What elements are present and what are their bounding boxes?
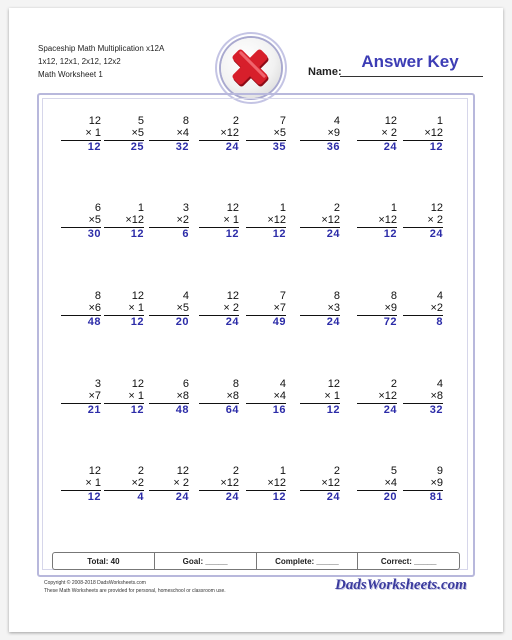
multiplier: ×8 xyxy=(430,390,443,402)
answer-value: 24 xyxy=(326,316,340,328)
multiplication-problem xyxy=(357,202,397,241)
multiplier: ×4 xyxy=(176,127,189,139)
multiplicand: 2 xyxy=(390,378,397,390)
multiplication-problem xyxy=(300,115,340,154)
name-line xyxy=(340,76,483,77)
multiplicand: 8 xyxy=(390,290,397,302)
multiplier: ×4 xyxy=(273,390,286,402)
answer-value: 12 xyxy=(383,228,397,240)
multiplicand: 12 xyxy=(176,465,189,477)
multiplicand: 2 xyxy=(333,202,340,214)
answer-value: 6 xyxy=(182,228,189,240)
multiplicand: 12 xyxy=(226,202,239,214)
red-x-icon xyxy=(221,38,281,98)
multiplicand: 6 xyxy=(94,202,101,214)
multiplication-problem xyxy=(246,202,286,241)
multiplication-problem xyxy=(357,465,397,504)
answer-value: 12 xyxy=(87,141,101,153)
multiplication-problem xyxy=(199,290,239,329)
answer-value: 12 xyxy=(326,404,340,416)
multiplicand: 7 xyxy=(279,290,286,302)
multiplier: ×6 xyxy=(88,302,101,314)
name-label: Name: xyxy=(308,66,342,78)
score-footer xyxy=(52,552,460,570)
answer-value: 36 xyxy=(326,141,340,153)
multiplication-problem xyxy=(357,378,397,417)
answer-value: 24 xyxy=(225,141,239,153)
worksheet-title: Spaceship Math Multiplication x12A xyxy=(38,44,165,53)
multiplication-problem xyxy=(149,115,189,154)
answer-value: 25 xyxy=(130,141,144,153)
multiplicand: 1 xyxy=(279,202,286,214)
answer-value: 48 xyxy=(87,316,101,328)
multiplier: ×2 xyxy=(430,302,443,314)
multiplication-problem xyxy=(300,378,340,417)
multiplication-problem xyxy=(61,115,101,154)
multiplier: × 1 xyxy=(324,390,340,402)
answer-value: 24 xyxy=(383,404,397,416)
answer-value: 35 xyxy=(272,141,286,153)
multiplier: × 1 xyxy=(223,214,239,226)
answer-value: 12 xyxy=(130,316,144,328)
answer-value: 24 xyxy=(429,228,443,240)
multiplier: × 1 xyxy=(128,302,144,314)
worksheet-number: Math Worksheet 1 xyxy=(38,70,103,79)
multiplication-problem xyxy=(61,465,101,504)
multiplicand: 5 xyxy=(137,115,144,127)
multiplier: ×12 xyxy=(378,214,397,226)
multiplicand: 12 xyxy=(131,290,144,302)
answer-value: 12 xyxy=(429,141,443,153)
answer-value: 21 xyxy=(87,404,101,416)
answer-key-label: Answer Key xyxy=(361,52,459,71)
multiplier: ×7 xyxy=(273,302,286,314)
multiplier: ×5 xyxy=(273,127,286,139)
answer-value: 24 xyxy=(175,491,189,503)
multiplier: ×9 xyxy=(327,127,340,139)
multiplication-problem xyxy=(61,202,101,241)
multiplier: ×8 xyxy=(226,390,239,402)
answer-value: 30 xyxy=(87,228,101,240)
multiplication-problem xyxy=(104,465,144,504)
multiplier: ×5 xyxy=(131,127,144,139)
multiplication-problem xyxy=(403,290,443,329)
multiplication-problem xyxy=(199,115,239,154)
multiplication-problem xyxy=(104,378,144,417)
multiplication-problem xyxy=(357,115,397,154)
multiplication-problem xyxy=(300,465,340,504)
multiplication-problem xyxy=(149,378,189,417)
multiplicand: 4 xyxy=(436,378,443,390)
multiplication-problem xyxy=(61,290,101,329)
answer-value: 81 xyxy=(429,491,443,503)
answer-value: 24 xyxy=(326,491,340,503)
multiplier: ×2 xyxy=(131,477,144,489)
total-field: Total: 40 xyxy=(87,556,120,566)
answer-value: 64 xyxy=(225,404,239,416)
multiplicand: 4 xyxy=(333,115,340,127)
multiplicand: 4 xyxy=(279,378,286,390)
multiplier: ×2 xyxy=(176,214,189,226)
multiplicand: 8 xyxy=(94,290,101,302)
multiplicand: 1 xyxy=(279,465,286,477)
multiplier: × 2 xyxy=(427,214,443,226)
multiplicand: 12 xyxy=(430,202,443,214)
answer-value: 48 xyxy=(175,404,189,416)
multiplicand: 8 xyxy=(333,290,340,302)
answer-value: 12 xyxy=(272,491,286,503)
multiplication-problem xyxy=(199,378,239,417)
multiplicand: 1 xyxy=(390,202,397,214)
answer-value: 72 xyxy=(383,316,397,328)
multiplier: ×3 xyxy=(327,302,340,314)
multiplicand: 2 xyxy=(137,465,144,477)
multiplicand: 12 xyxy=(88,465,101,477)
multiplicand: 4 xyxy=(182,290,189,302)
multiplicand: 5 xyxy=(390,465,397,477)
multiplicand: 12 xyxy=(384,115,397,127)
multiplicand: 1 xyxy=(137,202,144,214)
multiplication-problem xyxy=(104,202,144,241)
multiplication-problem xyxy=(246,115,286,154)
answer-value: 24 xyxy=(383,141,397,153)
multiplication-problem xyxy=(246,378,286,417)
multiplier: ×12 xyxy=(378,390,397,402)
multiplier: ×4 xyxy=(384,477,397,489)
correct-field: Correct: _____ xyxy=(357,553,459,569)
usage-line: These Math Worksheets are provided for personal, homeschool or classroom use. xyxy=(44,588,226,594)
multiplication-problem xyxy=(104,290,144,329)
answer-value: 12 xyxy=(87,491,101,503)
multiplier: ×12 xyxy=(267,214,286,226)
multiplier: ×12 xyxy=(424,127,443,139)
multiplication-problem xyxy=(403,115,443,154)
multiplier: × 2 xyxy=(223,302,239,314)
multiplicand: 2 xyxy=(232,465,239,477)
multiplicand: 12 xyxy=(88,115,101,127)
multiplier: × 1 xyxy=(85,127,101,139)
answer-value: 24 xyxy=(326,228,340,240)
copyright-line: Copyright © 2008-2018 DadsWorksheets.com xyxy=(44,580,146,586)
multiplicand: 8 xyxy=(182,115,189,127)
answer-value: 24 xyxy=(225,491,239,503)
answer-value: 20 xyxy=(175,316,189,328)
multiplication-problem xyxy=(61,378,101,417)
answer-value: 12 xyxy=(225,228,239,240)
multiplicand: 12 xyxy=(226,290,239,302)
answer-value: 8 xyxy=(436,316,443,328)
multiplier: × 2 xyxy=(381,127,397,139)
complete-field: Complete: _____ xyxy=(256,553,358,569)
answer-value: 16 xyxy=(272,404,286,416)
multiplication-problem xyxy=(300,202,340,241)
goal-field: Goal: _____ xyxy=(154,553,256,569)
answer-value: 32 xyxy=(175,141,189,153)
multiplication-problem xyxy=(246,290,286,329)
multiplication-problem xyxy=(357,290,397,329)
multiplier: × 1 xyxy=(128,390,144,402)
multiplicand: 2 xyxy=(232,115,239,127)
multiplicand: 1 xyxy=(436,115,443,127)
multiplicand: 3 xyxy=(182,202,189,214)
multiplicand: 4 xyxy=(436,290,443,302)
multiplication-problem xyxy=(149,465,189,504)
multiplier: ×5 xyxy=(88,214,101,226)
answer-value: 4 xyxy=(137,491,144,503)
multiplication-problem xyxy=(149,202,189,241)
multiplier: ×9 xyxy=(430,477,443,489)
multiplier: ×12 xyxy=(321,214,340,226)
multiplication-problem xyxy=(300,290,340,329)
multiplicand: 8 xyxy=(232,378,239,390)
multiplier: ×12 xyxy=(220,127,239,139)
brand-logo: DadsWorksheets.com xyxy=(335,577,467,593)
worksheet-subtitle: 1x12, 12x1, 2x12, 12x2 xyxy=(38,57,121,66)
answer-value: 24 xyxy=(225,316,239,328)
multiplier: ×7 xyxy=(88,390,101,402)
multiplier: × 1 xyxy=(85,477,101,489)
multiplier: ×12 xyxy=(220,477,239,489)
multiplier: ×9 xyxy=(384,302,397,314)
answer-value: 12 xyxy=(130,228,144,240)
multiplication-problem xyxy=(199,202,239,241)
answer-value: 12 xyxy=(272,228,286,240)
multiplier: ×5 xyxy=(176,302,189,314)
multiplicand: 12 xyxy=(131,378,144,390)
multiplier: ×12 xyxy=(125,214,144,226)
multiplication-problem xyxy=(104,115,144,154)
multiplication-problem xyxy=(199,465,239,504)
multiplication-problem xyxy=(246,465,286,504)
answer-value: 20 xyxy=(383,491,397,503)
answer-value: 32 xyxy=(429,404,443,416)
multiplication-problem xyxy=(403,202,443,241)
multiplication-problem xyxy=(149,290,189,329)
multiplier: ×12 xyxy=(267,477,286,489)
multiplier: ×8 xyxy=(176,390,189,402)
multiplicand: 2 xyxy=(333,465,340,477)
multiplication-problem xyxy=(403,378,443,417)
multiplicand: 7 xyxy=(279,115,286,127)
answer-value: 12 xyxy=(130,404,144,416)
multiplication-problem xyxy=(403,465,443,504)
multiplicand: 9 xyxy=(436,465,443,477)
multiplicand: 3 xyxy=(94,378,101,390)
multiplicand: 6 xyxy=(182,378,189,390)
multiplier: × 2 xyxy=(173,477,189,489)
multiplier: ×12 xyxy=(321,477,340,489)
answer-value: 49 xyxy=(272,316,286,328)
multiplicand: 12 xyxy=(327,378,340,390)
